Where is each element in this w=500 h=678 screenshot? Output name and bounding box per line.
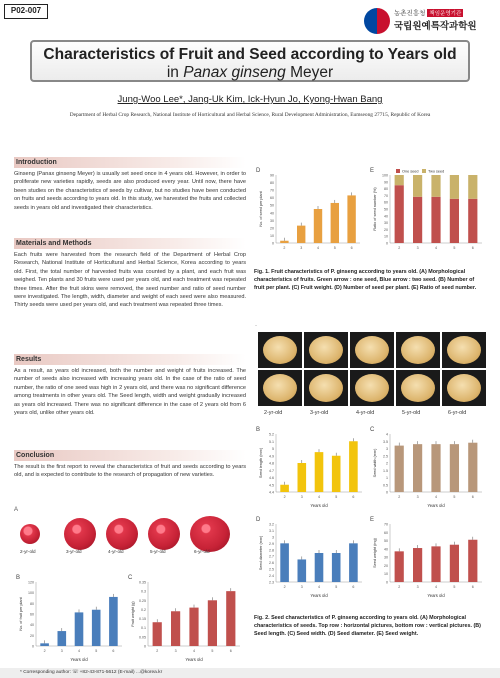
y-tick-label: 30 bbox=[270, 218, 274, 223]
seed-width-chart bbox=[368, 424, 486, 510]
bar bbox=[58, 631, 67, 646]
x-tick-label: 2 bbox=[283, 585, 286, 589]
bar bbox=[314, 209, 322, 243]
fig2-caption: Fig. 2. Seed characteristics of P. ginseng according to years old. (A) Morphological characteristics of seeds. Top row : horizontal pictures, bottom row : vertical pictures. (B) Seed length. (C) Seed width. (D) Seed diameter. (E) Seed weight. bbox=[254, 615, 481, 637]
x-tick-label: 5 bbox=[453, 246, 456, 250]
x-tick-label: 6 bbox=[471, 585, 474, 589]
chart-panel-label: D bbox=[256, 517, 261, 523]
y-tick-label: 40 bbox=[384, 214, 388, 219]
bar bbox=[331, 203, 339, 243]
bar bbox=[208, 600, 217, 646]
legend-swatch bbox=[422, 169, 426, 173]
seed-label: 3-yr-old bbox=[310, 410, 329, 416]
seed-image bbox=[355, 336, 389, 364]
y-tick-label: 0 bbox=[272, 241, 274, 246]
stacked-bar-segment bbox=[395, 185, 404, 243]
seed-image bbox=[263, 336, 297, 364]
y-tick-label: 2.3 bbox=[269, 580, 274, 585]
x-tick-label: 2 bbox=[398, 246, 401, 250]
chart-panel-label: E bbox=[370, 517, 375, 523]
y-tick-label: 60 bbox=[30, 612, 34, 617]
bar bbox=[450, 444, 459, 492]
y-tick-label: 10 bbox=[270, 233, 274, 238]
bar bbox=[92, 610, 101, 646]
legend-label: Two seed bbox=[428, 169, 445, 174]
x-tick-label: 4 bbox=[318, 495, 320, 499]
bar bbox=[349, 441, 358, 492]
x-tick-label: 2 bbox=[283, 246, 286, 250]
x-tick-label: 5 bbox=[453, 585, 456, 589]
y-tick-label: 50 bbox=[270, 203, 274, 208]
x-tick-label: 2 bbox=[156, 649, 159, 653]
y-tick-label: 120 bbox=[28, 580, 34, 585]
bar bbox=[280, 543, 289, 582]
stacked-bar-segment bbox=[431, 175, 440, 197]
x-tick-label: 4 bbox=[193, 649, 195, 653]
y-tick-label: 4.9 bbox=[269, 454, 274, 459]
x-tick-label: 3 bbox=[300, 585, 303, 589]
intro-heading: Introduction bbox=[14, 157, 246, 168]
bar bbox=[468, 443, 477, 492]
authors: Jung-Woo Lee*, Jang-Uk Kim, Ick-Hyun Jo, Kyong-Hwan Bang bbox=[117, 94, 383, 105]
bar bbox=[413, 444, 422, 492]
seed-image bbox=[447, 336, 481, 364]
methods-text: Each fruits were harvested from the research field of the Department of Herbal Crop Research, National Institute of Horticultural and Herbal Science, Korea according to years old. First, the total number of harvested fruits was counted by a plant, and each fruit was weighed. Ten plants and 30 fruits were used per years old, and each treatment was repeated three times. After the fruit skins were removed, the seed number and ratio of seed number were investigated. The length, width, diameter and weight of each seed were also measured. Thirty seeds were used per years old, and each treatment was repeated three times. bbox=[14, 252, 246, 309]
y-tick-label: 4.6 bbox=[269, 476, 274, 480]
y-tick-label: 2.9 bbox=[269, 541, 274, 546]
y-tick-label: 0.5 bbox=[383, 483, 388, 488]
x-tick-label: 6 bbox=[352, 495, 355, 499]
methods-heading: Materials and Methods bbox=[14, 238, 246, 249]
x-tick-label: 6 bbox=[471, 495, 474, 499]
seed-per-plant-chart bbox=[254, 165, 364, 255]
x-tick-label: 4 bbox=[318, 585, 320, 589]
bar bbox=[413, 548, 422, 582]
y-tick-label: 0 bbox=[32, 644, 34, 649]
x-axis-label: Years old bbox=[70, 657, 88, 662]
fruit-image bbox=[20, 524, 40, 544]
y-tick-label: 100 bbox=[28, 591, 34, 596]
bar bbox=[109, 597, 118, 646]
y-tick-label: 3.1 bbox=[269, 528, 274, 533]
y-tick-label: 0 bbox=[386, 490, 388, 495]
y-axis-label: Ratio of seed number (%) bbox=[373, 187, 377, 231]
conclusion-heading: Conclusion bbox=[14, 450, 246, 461]
y-tick-label: 1 bbox=[386, 476, 388, 480]
y-tick-label: 40 bbox=[270, 211, 274, 216]
fruit-image bbox=[190, 516, 230, 552]
bar bbox=[315, 553, 324, 582]
bar bbox=[189, 608, 198, 646]
affiliation: Department of Herbal Crop Research, National Institute of Horticultural and Herbal Science, Rural Development Administration, Eumseong 27715, Republic of Korea bbox=[69, 112, 431, 118]
footer-contact: * Corresponding author: ☏ +82-43-871-5612 (E-mail) ...@korea.kr bbox=[0, 668, 500, 678]
bar bbox=[75, 612, 84, 646]
y-tick-label: 70 bbox=[384, 193, 388, 198]
x-tick-label: 4 bbox=[317, 246, 319, 250]
y-tick-label: 4.7 bbox=[269, 468, 274, 473]
bar bbox=[332, 456, 341, 492]
species-name: Panax ginseng bbox=[183, 64, 286, 81]
seed-weight-chart bbox=[368, 514, 486, 600]
fruit-per-plant-chart bbox=[14, 572, 126, 664]
y-tick-label: 1.5 bbox=[383, 468, 388, 473]
y-tick-label: 60 bbox=[384, 530, 388, 535]
y-tick-label: 2.5 bbox=[383, 454, 388, 459]
x-axis-label: Years old bbox=[427, 503, 445, 508]
fruit-label: 4-yr-old bbox=[108, 549, 124, 554]
y-axis-label: No. of seed per plant bbox=[259, 191, 263, 227]
bar bbox=[226, 591, 235, 646]
fruit-label: 3-yr-old bbox=[66, 549, 82, 554]
legend-label: One seed bbox=[402, 169, 419, 174]
fruit-image bbox=[148, 518, 180, 550]
seed-image bbox=[447, 374, 481, 402]
y-tick-label: 10 bbox=[384, 234, 388, 239]
chart-panel-label: C bbox=[370, 427, 375, 433]
y-tick-label: 70 bbox=[270, 188, 274, 193]
bar bbox=[171, 611, 180, 646]
fruit-photo-strip bbox=[14, 516, 244, 556]
y-tick-label: 0.1 bbox=[141, 626, 146, 631]
y-tick-label: 80 bbox=[30, 601, 34, 606]
chart-panel-label: D bbox=[256, 168, 261, 174]
chart-panel-label: B bbox=[256, 427, 261, 433]
x-tick-label: 3 bbox=[60, 649, 63, 653]
y-tick-label: 2.5 bbox=[269, 567, 274, 572]
y-tick-label: 0.2 bbox=[141, 607, 146, 612]
seed-label: 6-yr-old bbox=[448, 410, 467, 416]
y-tick-label: 2 bbox=[386, 461, 388, 466]
legend-swatch bbox=[396, 169, 400, 173]
bar bbox=[40, 643, 49, 646]
x-tick-label: 5 bbox=[95, 649, 98, 653]
y-tick-label: 80 bbox=[270, 181, 274, 186]
stacked-bar-segment bbox=[413, 197, 422, 243]
y-axis-label: Seed width (mm) bbox=[373, 448, 377, 478]
seed-ratio-chart bbox=[368, 165, 486, 255]
x-tick-label: 3 bbox=[416, 585, 419, 589]
y-tick-label: 20 bbox=[270, 226, 274, 231]
bar bbox=[395, 551, 404, 582]
y-tick-label: 30 bbox=[384, 221, 388, 226]
conclusion-text: The result is the first report to reveal the characteristics of fruit and seeds according to years old, and is expected to contribute to the research of propagation of new varieties. bbox=[14, 464, 246, 479]
stacked-bar-segment bbox=[468, 199, 477, 243]
x-tick-label: 4 bbox=[435, 246, 437, 250]
bar bbox=[297, 226, 305, 243]
y-tick-label: 0.05 bbox=[139, 635, 146, 640]
y-tick-label: 20 bbox=[384, 227, 388, 232]
bar bbox=[395, 446, 404, 492]
y-tick-label: 0 bbox=[386, 580, 388, 585]
y-tick-label: 3.5 bbox=[383, 439, 388, 444]
logo-main-text: 국립원예특작과학원 bbox=[394, 21, 477, 32]
y-tick-label: 0.15 bbox=[139, 617, 146, 622]
poster-id: P02-007 bbox=[4, 4, 48, 19]
bar bbox=[431, 546, 440, 582]
government-emblem-icon bbox=[364, 8, 390, 34]
seed-label: 4-yr-old bbox=[356, 410, 375, 416]
x-tick-label: 6 bbox=[229, 649, 232, 653]
y-tick-label: 2.8 bbox=[269, 548, 274, 553]
bar bbox=[431, 444, 440, 492]
x-tick-label: 2 bbox=[43, 649, 46, 653]
seed-image bbox=[401, 336, 435, 364]
y-tick-label: 60 bbox=[384, 200, 388, 205]
bar bbox=[468, 540, 477, 582]
seed-image bbox=[309, 374, 343, 402]
fruit-label: 6-yr-old bbox=[194, 549, 210, 554]
x-tick-label: 4 bbox=[435, 585, 437, 589]
results-heading: Results bbox=[14, 354, 246, 365]
y-tick-label: 4.5 bbox=[269, 483, 274, 488]
y-tick-label: 30 bbox=[384, 555, 388, 560]
seed-diameter-chart bbox=[254, 514, 366, 600]
bar bbox=[315, 452, 324, 492]
x-tick-label: 3 bbox=[416, 495, 419, 499]
x-tick-label: 5 bbox=[335, 495, 338, 499]
seed-image bbox=[263, 374, 297, 402]
x-tick-label: 4 bbox=[435, 495, 437, 499]
y-axis-label: No. of fruit per plant bbox=[19, 597, 23, 631]
x-tick-label: 5 bbox=[335, 585, 338, 589]
y-tick-label: 0.3 bbox=[141, 589, 146, 594]
y-tick-label: 3 bbox=[272, 535, 274, 540]
x-tick-label: 2 bbox=[398, 585, 401, 589]
fruit-image bbox=[106, 518, 138, 550]
y-tick-label: 5 bbox=[272, 447, 274, 451]
y-tick-label: 0 bbox=[386, 241, 388, 246]
x-tick-label: 5 bbox=[453, 495, 456, 499]
y-tick-label: 50 bbox=[384, 207, 388, 212]
y-tick-label: 0 bbox=[144, 644, 146, 649]
y-tick-label: 20 bbox=[384, 563, 388, 568]
y-axis-label: Seed length (mm) bbox=[259, 447, 263, 479]
y-tick-label: 4.4 bbox=[269, 490, 274, 495]
fruit-image bbox=[64, 518, 96, 550]
y-tick-label: 20 bbox=[30, 633, 34, 638]
stacked-bar-segment bbox=[468, 175, 477, 199]
x-tick-label: 5 bbox=[333, 246, 336, 250]
x-tick-label: 6 bbox=[112, 649, 115, 653]
y-tick-label: 3 bbox=[386, 447, 388, 451]
y-tick-label: 4.8 bbox=[269, 461, 274, 466]
bar bbox=[347, 195, 355, 243]
y-tick-label: 60 bbox=[270, 196, 274, 201]
y-tick-label: 0.35 bbox=[139, 580, 146, 585]
seed-length-chart bbox=[254, 424, 366, 510]
seed-image bbox=[309, 336, 343, 364]
fruit-label: 2-yr-old bbox=[20, 549, 36, 554]
y-tick-label: 70 bbox=[384, 522, 388, 527]
x-tick-label: 4 bbox=[78, 649, 80, 653]
stacked-bar-segment bbox=[413, 175, 422, 197]
seed-image bbox=[401, 374, 435, 402]
y-tick-label: 90 bbox=[270, 173, 274, 178]
logo-badge: 책임운영기관 bbox=[429, 11, 462, 17]
seed-label: 5-yr-old bbox=[402, 410, 421, 416]
y-tick-label: 2.6 bbox=[269, 561, 274, 566]
y-tick-label: 10 bbox=[384, 572, 388, 577]
chart-panel-label: B bbox=[16, 575, 21, 581]
y-axis-label: Seed weight (mg) bbox=[373, 538, 377, 568]
y-axis-label: Seed diameter (mm) bbox=[259, 535, 263, 571]
chart-panel-label: E bbox=[370, 168, 375, 174]
bar bbox=[349, 543, 358, 582]
x-tick-label: 5 bbox=[211, 649, 214, 653]
fruit-weight-chart bbox=[126, 572, 244, 664]
fig1-panel-a-label: A bbox=[14, 507, 19, 513]
results-text: As a result, as years old increased, both the number and weight of fruits increased. The number of seeds also increased with increasing years old. In the case of the ratio of seed number, the ratio of one seed was high in 2 years old, and there was no significant difference among treatments in other years old. The Seed length, width and weight gradually increased as years old increased. There was no significant difference in the case of 2 years old from 6 years old, unlike other years old. bbox=[14, 368, 246, 417]
y-tick-label: 40 bbox=[384, 547, 388, 552]
x-tick-label: 3 bbox=[174, 649, 177, 653]
stacked-bar-segment bbox=[431, 197, 440, 243]
x-axis-label: Years old bbox=[310, 593, 328, 598]
y-tick-label: 80 bbox=[384, 187, 388, 192]
chart-panel-label: C bbox=[128, 575, 133, 581]
y-tick-label: 2.4 bbox=[269, 574, 274, 579]
y-tick-label: 4 bbox=[386, 432, 388, 437]
title-line-2: in Panax ginseng Meyer bbox=[166, 64, 334, 81]
stacked-bar-segment bbox=[450, 199, 459, 243]
bar bbox=[280, 485, 289, 492]
y-tick-label: 50 bbox=[384, 539, 388, 544]
x-tick-label: 6 bbox=[471, 246, 474, 250]
bar bbox=[153, 622, 162, 646]
bar bbox=[298, 559, 307, 582]
y-tick-label: 2.7 bbox=[269, 554, 274, 559]
bar bbox=[332, 553, 341, 582]
bar bbox=[450, 545, 459, 582]
y-tick-label: 0.25 bbox=[139, 598, 146, 603]
seed-label: 2-yr-old bbox=[264, 410, 283, 416]
fig1-caption: Fig. 1. Fruit characteristics of P. ginseng according to years old. (A) Morphological characteristics of fruits. Green arrow : one seed, Blue arrow : two seed. (B) Number of fruit per plant. (C) Fruit weight. (D) Number of seed per plant. (E) Ratio of seed number. bbox=[254, 269, 477, 291]
seed-photo-panel bbox=[254, 326, 486, 420]
y-tick-label: 90 bbox=[384, 180, 388, 185]
x-tick-label: 6 bbox=[352, 585, 355, 589]
x-tick-label: 3 bbox=[300, 246, 303, 250]
x-tick-label: 6 bbox=[350, 246, 353, 250]
y-tick-label: 5.1 bbox=[269, 439, 274, 444]
bar bbox=[298, 463, 307, 492]
y-tick-label: 3.2 bbox=[269, 522, 274, 527]
seed-image bbox=[355, 374, 389, 402]
x-tick-label: 3 bbox=[300, 495, 303, 499]
institute-logo bbox=[364, 6, 494, 38]
stacked-bar-segment bbox=[450, 175, 459, 199]
logo-top-text: 농촌진흥청 bbox=[394, 10, 426, 17]
y-axis-label: Fruit weight (g) bbox=[131, 601, 135, 627]
title-line-1: Characteristics of Fruit and Seed according to Years old bbox=[43, 46, 457, 63]
fruit-label: 5-yr-old bbox=[150, 549, 166, 554]
poster-title bbox=[30, 40, 470, 82]
x-tick-label: 3 bbox=[416, 246, 419, 250]
stacked-bar-segment bbox=[395, 175, 404, 185]
x-tick-label: 2 bbox=[283, 495, 286, 499]
y-tick-label: 40 bbox=[30, 623, 34, 628]
intro-text: Ginseng (Panax ginseng Meyer) is usually set seed once in 4 years old. However, in order to proliferate new varieties rapidly, seeds are also produced every year. Until now, there have been studies on the characteristics of seeds by cultivar, but no studies have been conducted on fruits and seeds according to years old. In this study, we harvested the fruits and collected seeds in years old and investigated their characteristics. bbox=[14, 171, 246, 211]
y-tick-label: 5.2 bbox=[269, 432, 274, 437]
bar bbox=[280, 241, 288, 243]
x-axis-label: Years old bbox=[310, 503, 328, 508]
x-tick-label: 2 bbox=[398, 495, 401, 499]
y-tick-label: 100 bbox=[382, 173, 388, 178]
x-axis-label: Years old bbox=[427, 593, 445, 598]
x-axis-label: Years old bbox=[185, 657, 203, 662]
